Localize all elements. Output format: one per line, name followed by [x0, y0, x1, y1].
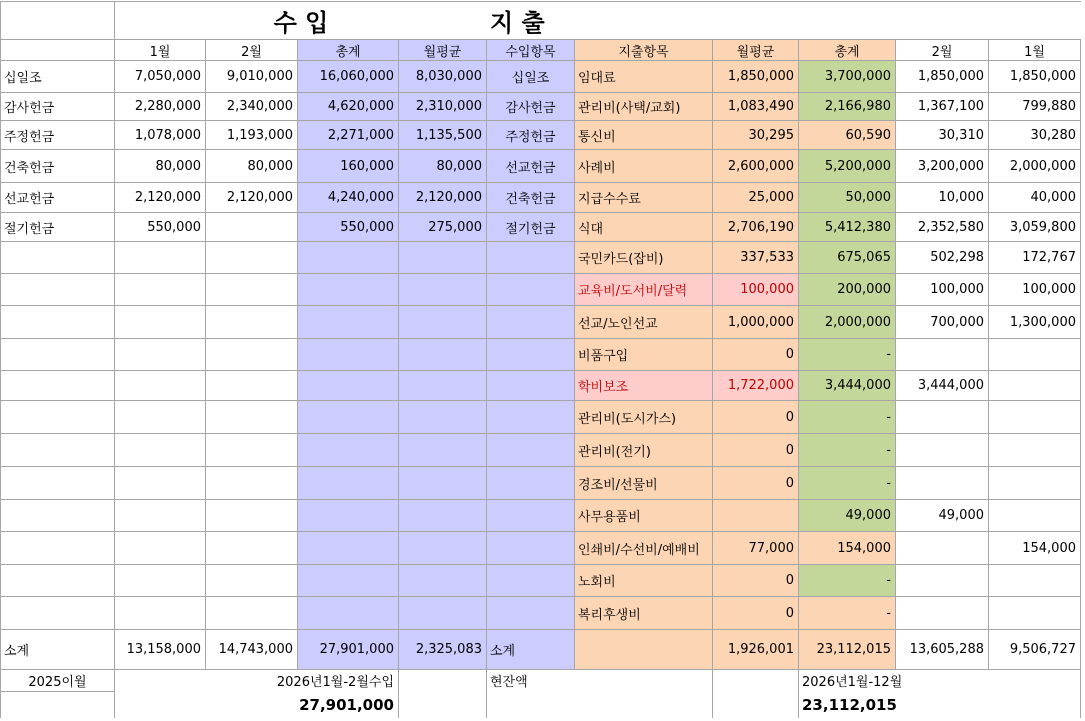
expense-avg[interactable]: 25,000 [713, 183, 799, 213]
income-feb[interactable] [206, 532, 298, 565]
income-feb[interactable] [206, 242, 298, 274]
income-total[interactable]: 160,000 [298, 150, 399, 183]
subtotal-jan[interactable]: 13,158,000 [115, 630, 206, 670]
income-feb[interactable]: 80,000 [206, 150, 298, 183]
subtotal-item[interactable]: 소계 [487, 630, 575, 670]
expense-total[interactable]: - [799, 565, 896, 597]
header-exp-avg[interactable]: 월평균 [713, 40, 799, 61]
income-jan[interactable] [115, 565, 206, 597]
income-label[interactable] [0, 242, 115, 274]
expense-avg[interactable]: 1,083,490 [713, 93, 799, 121]
income-item[interactable] [487, 532, 575, 565]
income-total[interactable] [298, 371, 399, 401]
income-jan[interactable] [115, 371, 206, 401]
expense-jan[interactable]: 2,000,000 [989, 150, 1081, 183]
income-jan[interactable] [115, 339, 206, 371]
income-jan[interactable] [115, 500, 206, 532]
expense-feb[interactable]: 100,000 [896, 274, 989, 306]
expense-avg[interactable]: 0 [713, 467, 799, 500]
expense-feb[interactable] [896, 401, 989, 434]
subtotal-exp-avg[interactable]: 1,926,001 [713, 630, 799, 670]
income-feb[interactable] [206, 274, 298, 306]
income-jan[interactable]: 2,120,000 [115, 183, 206, 213]
expense-item[interactable]: 관리비(도시가스) [575, 401, 713, 434]
expense-feb[interactable]: 49,000 [896, 500, 989, 532]
expense-jan[interactable] [989, 434, 1081, 467]
expense-total[interactable]: 675,065 [799, 242, 896, 274]
income-item[interactable]: 감사헌금 [487, 93, 575, 121]
subtotal-total[interactable]: 27,901,000 [298, 630, 399, 670]
income-label[interactable]: 절기헌금 [0, 213, 115, 242]
subtotal-feb[interactable]: 14,743,000 [206, 630, 298, 670]
income-avg[interactable] [399, 401, 487, 434]
income-item[interactable] [487, 401, 575, 434]
expense-feb[interactable]: 30,310 [896, 121, 989, 150]
expense-feb[interactable] [896, 434, 989, 467]
expense-item[interactable]: 노회비 [575, 565, 713, 597]
income-period-label[interactable]: 2026년1월-2월수입 [115, 670, 399, 692]
expense-item[interactable]: 통신비 [575, 121, 713, 150]
income-feb[interactable]: 2,120,000 [206, 183, 298, 213]
income-jan[interactable] [115, 597, 206, 630]
expense-avg[interactable]: 0 [713, 565, 799, 597]
expense-total[interactable]: - [799, 339, 896, 371]
expense-feb[interactable]: 3,444,000 [896, 371, 989, 401]
income-avg[interactable]: 8,030,000 [399, 61, 487, 93]
expense-feb[interactable]: 502,298 [896, 242, 989, 274]
expense-jan[interactable]: 40,000 [989, 183, 1081, 213]
income-feb[interactable] [206, 434, 298, 467]
income-item[interactable]: 선교헌금 [487, 150, 575, 183]
header-label[interactable] [0, 40, 115, 61]
income-avg[interactable]: 2,310,000 [399, 93, 487, 121]
income-item[interactable] [487, 274, 575, 306]
expense-avg[interactable]: 30,295 [713, 121, 799, 150]
header-feb[interactable]: 2월 [206, 40, 298, 61]
income-label[interactable] [0, 339, 115, 371]
expense-jan[interactable] [989, 565, 1081, 597]
income-label[interactable]: 건축헌금 [0, 150, 115, 183]
income-item[interactable] [487, 500, 575, 532]
expense-jan[interactable] [989, 597, 1081, 630]
income-avg[interactable] [399, 339, 487, 371]
income-jan[interactable]: 80,000 [115, 150, 206, 183]
header-expense-item[interactable]: 지출항목 [575, 40, 713, 61]
expense-feb[interactable]: 700,000 [896, 306, 989, 339]
expense-jan[interactable]: 1,300,000 [989, 306, 1081, 339]
subtotal-exp-feb[interactable]: 13,605,288 [896, 630, 989, 670]
expense-total[interactable]: 2,000,000 [799, 306, 896, 339]
expense-feb[interactable] [896, 532, 989, 565]
income-label[interactable] [0, 532, 115, 565]
income-avg[interactable] [399, 597, 487, 630]
header-exp-feb[interactable]: 2월 [896, 40, 989, 61]
income-avg[interactable]: 275,000 [399, 213, 487, 242]
income-total[interactable] [298, 242, 399, 274]
header-total[interactable]: 총계 [298, 40, 399, 61]
expense-jan[interactable] [989, 339, 1081, 371]
expense-item[interactable]: 인쇄비/수선비/예배비 [575, 532, 713, 565]
header-exp-total[interactable]: 총계 [799, 40, 896, 61]
income-avg[interactable] [399, 434, 487, 467]
expense-item[interactable]: 복리후생비 [575, 597, 713, 630]
corner-cell[interactable] [0, 1, 115, 40]
expense-item[interactable]: 경조비/선물비 [575, 467, 713, 500]
income-jan[interactable]: 1,078,000 [115, 121, 206, 150]
income-label[interactable] [0, 371, 115, 401]
income-avg[interactable] [399, 242, 487, 274]
income-jan[interactable] [115, 401, 206, 434]
carryover-label[interactable]: 2025이월 [0, 670, 115, 692]
income-feb[interactable] [206, 306, 298, 339]
income-avg[interactable]: 1,135,500 [399, 121, 487, 150]
income-jan[interactable]: 2,280,000 [115, 93, 206, 121]
carryover-value[interactable] [0, 692, 115, 718]
income-avg[interactable] [399, 565, 487, 597]
income-feb[interactable] [206, 597, 298, 630]
income-item[interactable] [487, 565, 575, 597]
header-avg[interactable]: 월평균 [399, 40, 487, 61]
expense-feb[interactable]: 1,367,100 [896, 93, 989, 121]
expense-feb[interactable] [896, 339, 989, 371]
income-label[interactable]: 십일조 [0, 61, 115, 93]
expense-feb[interactable] [896, 467, 989, 500]
expense-avg[interactable]: 100,000 [713, 274, 799, 306]
income-avg[interactable] [399, 532, 487, 565]
expense-jan[interactable] [989, 467, 1081, 500]
income-item[interactable]: 건축헌금 [487, 183, 575, 213]
expense-avg[interactable]: 2,706,190 [713, 213, 799, 242]
income-feb[interactable]: 9,010,000 [206, 61, 298, 93]
expense-feb[interactable] [896, 565, 989, 597]
income-item[interactable] [487, 434, 575, 467]
footer-blank-1[interactable] [399, 670, 487, 692]
income-total[interactable] [298, 500, 399, 532]
income-jan[interactable] [115, 532, 206, 565]
income-total[interactable] [298, 532, 399, 565]
footer-blank-4[interactable] [713, 692, 799, 718]
income-avg[interactable]: 2,120,000 [399, 183, 487, 213]
expense-total[interactable]: - [799, 597, 896, 630]
income-avg[interactable] [399, 500, 487, 532]
income-feb[interactable] [206, 500, 298, 532]
expense-avg[interactable]: 1,000,000 [713, 306, 799, 339]
expense-total[interactable]: - [799, 434, 896, 467]
expense-period-label[interactable]: 2026년1월-12월 [799, 670, 1081, 692]
subtotal-avg[interactable]: 2,325,083 [399, 630, 487, 670]
expense-title[interactable]: 지 출 [487, 1, 1081, 40]
income-label[interactable] [0, 401, 115, 434]
expense-avg[interactable]: 0 [713, 339, 799, 371]
income-total[interactable]: 550,000 [298, 213, 399, 242]
income-item[interactable] [487, 339, 575, 371]
expense-avg[interactable]: 1,850,000 [713, 61, 799, 93]
income-feb[interactable] [206, 371, 298, 401]
expense-period-value[interactable]: 23,112,015 [799, 692, 1081, 718]
income-item[interactable] [487, 467, 575, 500]
income-feb[interactable]: 2,340,000 [206, 93, 298, 121]
income-label[interactable] [0, 565, 115, 597]
expense-total[interactable]: - [799, 467, 896, 500]
expense-feb[interactable]: 10,000 [896, 183, 989, 213]
expense-item[interactable]: 사무용품비 [575, 500, 713, 532]
expense-total[interactable]: 3,444,000 [799, 371, 896, 401]
income-total[interactable] [298, 401, 399, 434]
income-total[interactable] [298, 274, 399, 306]
income-jan[interactable] [115, 467, 206, 500]
balance-label[interactable]: 현잔액 [487, 670, 713, 692]
expense-jan[interactable]: 3,059,800 [989, 213, 1081, 242]
income-item[interactable] [487, 371, 575, 401]
income-jan[interactable] [115, 434, 206, 467]
expense-item[interactable]: 학비보조 [575, 371, 713, 401]
income-total[interactable]: 4,620,000 [298, 93, 399, 121]
income-total[interactable] [298, 565, 399, 597]
expense-total[interactable]: 60,590 [799, 121, 896, 150]
expense-total[interactable]: 5,412,380 [799, 213, 896, 242]
income-feb[interactable] [206, 401, 298, 434]
expense-total[interactable]: 154,000 [799, 532, 896, 565]
income-avg[interactable] [399, 306, 487, 339]
expense-item[interactable]: 교육비/도서비/달력 [575, 274, 713, 306]
income-avg[interactable] [399, 467, 487, 500]
expense-jan[interactable]: 100,000 [989, 274, 1081, 306]
expense-item[interactable]: 선교/노인선교 [575, 306, 713, 339]
income-item[interactable] [487, 597, 575, 630]
expense-avg[interactable]: 0 [713, 597, 799, 630]
income-label[interactable] [0, 597, 115, 630]
income-label[interactable] [0, 434, 115, 467]
income-label[interactable]: 감사헌금 [0, 93, 115, 121]
income-period-value[interactable]: 27,901,000 [115, 692, 399, 718]
expense-avg[interactable]: 337,533 [713, 242, 799, 274]
income-label[interactable] [0, 306, 115, 339]
income-label[interactable] [0, 500, 115, 532]
expense-total[interactable]: 2,166,980 [799, 93, 896, 121]
expense-feb[interactable]: 1,850,000 [896, 61, 989, 93]
income-item[interactable]: 십일조 [487, 61, 575, 93]
expense-item[interactable]: 비품구입 [575, 339, 713, 371]
expense-jan[interactable]: 1,850,000 [989, 61, 1081, 93]
income-jan[interactable] [115, 274, 206, 306]
income-feb[interactable] [206, 467, 298, 500]
income-title[interactable]: 수 입 [115, 1, 487, 40]
expense-item[interactable]: 지급수수료 [575, 183, 713, 213]
expense-jan[interactable] [989, 401, 1081, 434]
income-label[interactable] [0, 274, 115, 306]
expense-item[interactable]: 관리비(사택/교회) [575, 93, 713, 121]
expense-avg[interactable]: 77,000 [713, 532, 799, 565]
income-jan[interactable] [115, 242, 206, 274]
expense-avg[interactable]: 2,600,000 [713, 150, 799, 183]
income-total[interactable]: 2,271,000 [298, 121, 399, 150]
income-jan[interactable]: 550,000 [115, 213, 206, 242]
income-total[interactable] [298, 597, 399, 630]
expense-total[interactable]: - [799, 401, 896, 434]
income-feb[interactable] [206, 565, 298, 597]
expense-feb[interactable] [896, 597, 989, 630]
header-item[interactable]: 수입항목 [487, 40, 575, 61]
expense-jan[interactable]: 799,880 [989, 93, 1081, 121]
expense-avg[interactable]: 1,722,000 [713, 371, 799, 401]
expense-feb[interactable]: 2,352,580 [896, 213, 989, 242]
income-total[interactable] [298, 434, 399, 467]
expense-jan[interactable]: 172,767 [989, 242, 1081, 274]
header-exp-jan[interactable]: 1월 [989, 40, 1081, 61]
expense-item[interactable]: 국민카드(잡비) [575, 242, 713, 274]
income-feb[interactable] [206, 213, 298, 242]
expense-item[interactable]: 사례비 [575, 150, 713, 183]
expense-total[interactable]: 5,200,000 [799, 150, 896, 183]
income-feb[interactable] [206, 339, 298, 371]
income-label[interactable] [0, 467, 115, 500]
expense-total[interactable]: 200,000 [799, 274, 896, 306]
income-feb[interactable]: 1,193,000 [206, 121, 298, 150]
income-item[interactable]: 절기헌금 [487, 213, 575, 242]
footer-blank-2[interactable] [399, 692, 487, 718]
expense-item[interactable]: 식대 [575, 213, 713, 242]
expense-total[interactable]: 49,000 [799, 500, 896, 532]
income-avg[interactable] [399, 274, 487, 306]
expense-jan[interactable]: 30,280 [989, 121, 1081, 150]
expense-jan[interactable] [989, 371, 1081, 401]
income-avg[interactable] [399, 371, 487, 401]
subtotal-exp-total[interactable]: 23,112,015 [799, 630, 896, 670]
balance-value[interactable] [487, 692, 713, 718]
expense-jan[interactable]: 154,000 [989, 532, 1081, 565]
income-label[interactable]: 선교헌금 [0, 183, 115, 213]
income-total[interactable] [298, 467, 399, 500]
expense-feb[interactable]: 3,200,000 [896, 150, 989, 183]
income-total[interactable]: 16,060,000 [298, 61, 399, 93]
expense-item[interactable]: 관리비(전기) [575, 434, 713, 467]
income-total[interactable] [298, 339, 399, 371]
subtotal-exp-jan[interactable]: 9,506,727 [989, 630, 1081, 670]
income-label[interactable]: 주정헌금 [0, 121, 115, 150]
income-item[interactable] [487, 306, 575, 339]
header-jan[interactable]: 1월 [115, 40, 206, 61]
income-avg[interactable]: 80,000 [399, 150, 487, 183]
expense-avg[interactable]: 0 [713, 434, 799, 467]
subtotal-label[interactable]: 소계 [0, 630, 115, 670]
income-total[interactable]: 4,240,000 [298, 183, 399, 213]
expense-item[interactable]: 임대료 [575, 61, 713, 93]
income-item[interactable] [487, 242, 575, 274]
income-jan[interactable] [115, 306, 206, 339]
expense-total[interactable]: 50,000 [799, 183, 896, 213]
expense-total[interactable]: 3,700,000 [799, 61, 896, 93]
income-item[interactable]: 주정헌금 [487, 121, 575, 150]
expense-avg[interactable]: 0 [713, 401, 799, 434]
subtotal-expense-item[interactable] [575, 630, 713, 670]
expense-avg[interactable] [713, 500, 799, 532]
footer-blank-3[interactable] [713, 670, 799, 692]
income-total[interactable] [298, 306, 399, 339]
income-jan[interactable]: 7,050,000 [115, 61, 206, 93]
expense-jan[interactable] [989, 500, 1081, 532]
